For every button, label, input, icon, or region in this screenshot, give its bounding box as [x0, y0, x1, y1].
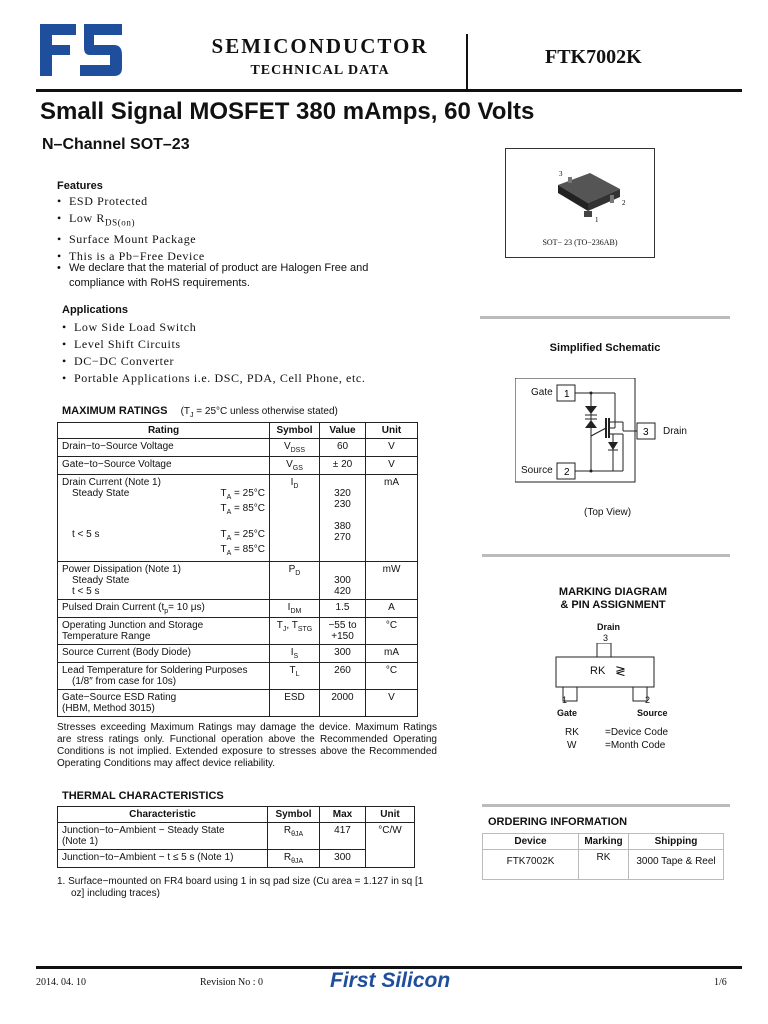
list-item: • We declare that the material of product are Halogen Free and compliance with RoHS requirements. — [57, 261, 427, 291]
marking-diagram — [555, 643, 657, 705]
table-row: Source Current (Body Diode) $I_S$ 300 mA — [58, 645, 418, 663]
marking-code: RK — [590, 665, 606, 677]
marking-month-symbol: ≷ — [615, 663, 626, 678]
mr-header-value: Value — [320, 423, 366, 439]
th-header-characteristic: Characteristic — [58, 807, 268, 823]
pkg-pin3: 3 — [559, 170, 563, 178]
brand-line1: SEMICONDUCTOR — [211, 34, 429, 58]
ordering-table — [482, 833, 724, 880]
schematic-heading: Simplified Schematic — [549, 342, 661, 354]
pkg-pin2: 2 — [622, 199, 626, 207]
marking-heading1: MARKING DIAGRAM — [558, 586, 668, 598]
ordering-marking: RK — [579, 850, 629, 880]
legend-key-w: W — [567, 740, 577, 751]
marking-drain-label: Drain — [597, 622, 621, 632]
ordering-header-marking: Marking — [579, 834, 629, 850]
pkg-pin1: 1 — [595, 216, 599, 224]
table-row: Gate−Source ESD Rating (HBM, Method 3015) ESD 2000 V — [58, 690, 418, 717]
mr-header-symbol: Symbol — [270, 423, 320, 439]
max-ratings-condition: ($T_J = 25^\circ C$ unless otherwise stated) — [180, 406, 338, 419]
thermal-footnote: 1. Surface−mounted on FR4 board using 1 in sq pad size (Cu area = 1.127 in sq [1 oz] including traces) — [57, 876, 424, 899]
legend-value-rk: =Device Code — [605, 727, 669, 738]
divider — [480, 316, 730, 319]
table-row: Power Dissipation (Note 1) Steady State t < 5 s $P_D$ 300 420 mW — [58, 562, 418, 600]
th-header-max: Max — [320, 807, 366, 823]
features-list — [57, 193, 437, 265]
list-item: • Low $R_{DS(on)}$ — [57, 210, 437, 231]
thermal-heading: THERMAL CHARACTERISTICS — [62, 790, 224, 802]
table-row: Lead Temperature for Soldering Purposes (1/8″ from case for 10s) $T_L$ 260 °C — [58, 663, 418, 690]
table-row: Operating Junction and Storage Temperature Range $T_J$, $T_{STG}$ −55 to +150 °C — [58, 618, 418, 645]
schematic-caption: (Top View) — [584, 507, 632, 518]
table-row: Pulsed Drain Current ($t_p= 10$ μs) $I_{DM}$ 1.5 A — [58, 600, 418, 618]
drain-label: Drain — [663, 426, 687, 437]
list-item: • This is a Pb−Free Device — [57, 248, 437, 265]
marking-source-label: Source — [637, 708, 668, 718]
ordering-device: FTK7002K — [483, 850, 579, 880]
page-subtitle: N–Channel SOT–23 — [42, 136, 190, 153]
brand-line2: TECHNICAL DATA — [250, 63, 390, 78]
list-item: • Level Shift Circuits — [62, 336, 462, 353]
features-heading: Features — [57, 180, 103, 192]
marking-pin3: 3 — [603, 633, 609, 643]
footer-page-number: 1/6 — [714, 977, 727, 988]
source-label: Source — [521, 465, 553, 476]
stress-note: Stresses exceeding Maximum Ratings may damage the device. Maximum Ratings are stress ratings only. Functional operation above the Recommended Operating Conditions is not implied. Extended exposure to stresses above the Recommended Operating Conditions may affect device reliability. — [57, 722, 437, 769]
footer-revision: Revision No : 0 — [200, 977, 264, 988]
mr-header-rating: Rating — [58, 423, 270, 439]
marking-gate-label: Gate — [557, 708, 578, 718]
th-header-symbol: Symbol — [268, 807, 320, 823]
schematic-pin2: 2 — [564, 467, 570, 478]
schematic-pin1: 1 — [564, 389, 570, 400]
schematic-pin3: 3 — [643, 427, 649, 438]
marking-pin1: 1 — [562, 695, 568, 705]
applications-list — [62, 319, 462, 387]
footer-date: 2014. 04. 10 — [36, 977, 86, 988]
divider — [482, 804, 730, 807]
divider — [482, 554, 730, 557]
table-row: Drain Current (Note 1) Steady State $T_A = 25^\circ C$ $T_A = 85^\circ C$ t < 5 s $T_A = 25^\circ C$ $T_A = 85^\circ C$ $I_D$ 320 230 380 270 mA — [58, 475, 418, 562]
table-row: Junction−to−Ambient − t ≤ 5 s (Note 1) $R_{\theta JA}$ 300 — [58, 850, 415, 868]
part-number: FTK7002K — [545, 46, 642, 68]
marking-heading2: & PIN ASSIGNMENT — [560, 599, 666, 611]
mr-header-unit: Unit — [366, 423, 418, 439]
list-item: • Portable Applications i.e. DSC, PDA, Cell Phone, etc. — [62, 370, 462, 387]
max-ratings-heading: MAXIMUM RATINGS — [62, 405, 168, 417]
list-item: • ESD Protected — [57, 193, 437, 210]
package-caption: SOT− 23 (TO−236AB) — [542, 238, 618, 247]
list-item: • Surface Mount Package — [57, 231, 437, 248]
legend-key-rk: RK — [565, 727, 579, 738]
applications-heading: Applications — [62, 304, 129, 316]
ordering-heading: ORDERING INFORMATION — [488, 816, 628, 828]
legend-value-w: =Month Code — [605, 740, 666, 751]
halogen-list — [57, 261, 427, 291]
ordering-shipping: 3000 Tape & Reel — [629, 850, 724, 880]
max-ratings-table — [57, 422, 418, 717]
sot23-package-image — [550, 165, 630, 225]
table-row: Drain−to−Source Voltage $V_{DSS}$ 60 V — [58, 439, 418, 457]
max-ratings-title — [62, 405, 338, 419]
ordering-header-device: Device — [483, 834, 579, 850]
thermal-table — [57, 806, 415, 868]
marking-pin2: 2 — [645, 695, 651, 705]
gate-label: Gate — [531, 387, 553, 398]
fs-logo — [40, 24, 122, 76]
table-row: Gate−to−Source Voltage $V_{GS}$ ± 20 V — [58, 457, 418, 475]
list-item: • DC−DC Converter — [62, 353, 462, 370]
header-rule — [36, 89, 742, 92]
page-title: Small Signal MOSFET 380 mAmps, 60 Volts — [40, 98, 535, 125]
list-item: • Low Side Load Switch — [62, 319, 462, 336]
ordering-header-shipping: Shipping — [629, 834, 724, 850]
table-row: Junction−to−Ambient − Steady State (Note 1) $R_{\theta JA}$ 417 °C/W — [58, 823, 415, 850]
footer-brand-logo: First Silicon — [330, 969, 451, 992]
th-header-unit: Unit — [366, 807, 415, 823]
header-divider — [466, 34, 468, 89]
